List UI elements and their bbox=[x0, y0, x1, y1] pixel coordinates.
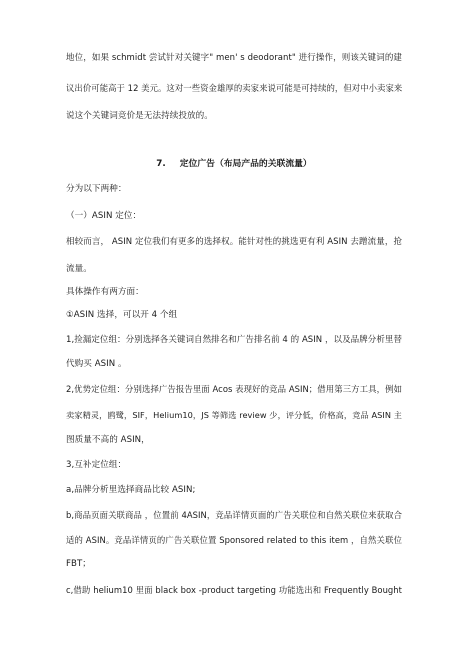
paragraph-line: 具体操作有两方面： bbox=[66, 287, 144, 297]
paragraph-line: a,品牌分析里选择商品比较 ASIN; bbox=[66, 485, 196, 495]
paragraph-line: 图质量不高的 ASIN， bbox=[66, 435, 150, 445]
subheading: （一）ASIN 定位： bbox=[66, 211, 142, 221]
paragraph-line: 说这个关键词竞价是无法持续投放的。 bbox=[66, 111, 213, 121]
paragraph-line: ①ASIN 选择，可以开 4 个组 bbox=[66, 310, 178, 320]
paragraph-line: 相较而言， ASIN 定位我们有更多的选择权。能针对性的挑选更有利 ASIN 去蹭流量，抢 bbox=[66, 237, 402, 247]
paragraph-line: 适的 ASIN。竞品详情页的广告关联位置 Sponsored related to this item ，自然关联位 bbox=[66, 535, 402, 545]
paragraph-line: b,商品页面关联商品 ，位置前 4ASIN，竞品详情页面的广告关联位和自然关联位来获取合 bbox=[66, 510, 402, 520]
paragraph-line: 代购买 ASIN 。 bbox=[66, 359, 127, 369]
section-number: 7. bbox=[156, 159, 166, 169]
paragraph-line: 地位，如果 schmidt 尝试针对关键字" men' s deodorant" 进行操作，则该关键词的建 bbox=[66, 53, 402, 63]
paragraph-line: 2,优势定位组：分别选择广告报告里面 Acos 表现好的竞品 ASIN；借用第三方工具，例如 bbox=[66, 384, 402, 394]
paragraph-line: 流量。 bbox=[66, 264, 92, 274]
paragraph-line: 3,互补定位组： bbox=[66, 460, 127, 470]
paragraph-line: c,借助 helium10 里面 black box -product targeting 功能选出和 Frequently Bought bbox=[66, 585, 402, 595]
paragraph-line: 议出价可能高于 12 美元。这对一些资金雄厚的卖家来说可能是可持续的，但对中小卖家来 bbox=[66, 83, 403, 93]
section-heading bbox=[0, 158, 468, 170]
section-title: 定位广告（布局产品的关联流量） bbox=[179, 159, 312, 169]
paragraph-line: FBT； bbox=[66, 559, 91, 569]
paragraph-line: 1,捡漏定位组：分别选择各关键词自然排名和广告排名前 4 的 ASIN ，以及品牌分析里替 bbox=[66, 335, 402, 345]
paragraph-line: 卖家精灵，鸥鹭，SIF，Helium10，JS 等筛选 review 少，评分低，价格高，竞品 ASIN 主 bbox=[66, 410, 402, 420]
paragraph-line: 分为以下两种： bbox=[66, 184, 127, 194]
